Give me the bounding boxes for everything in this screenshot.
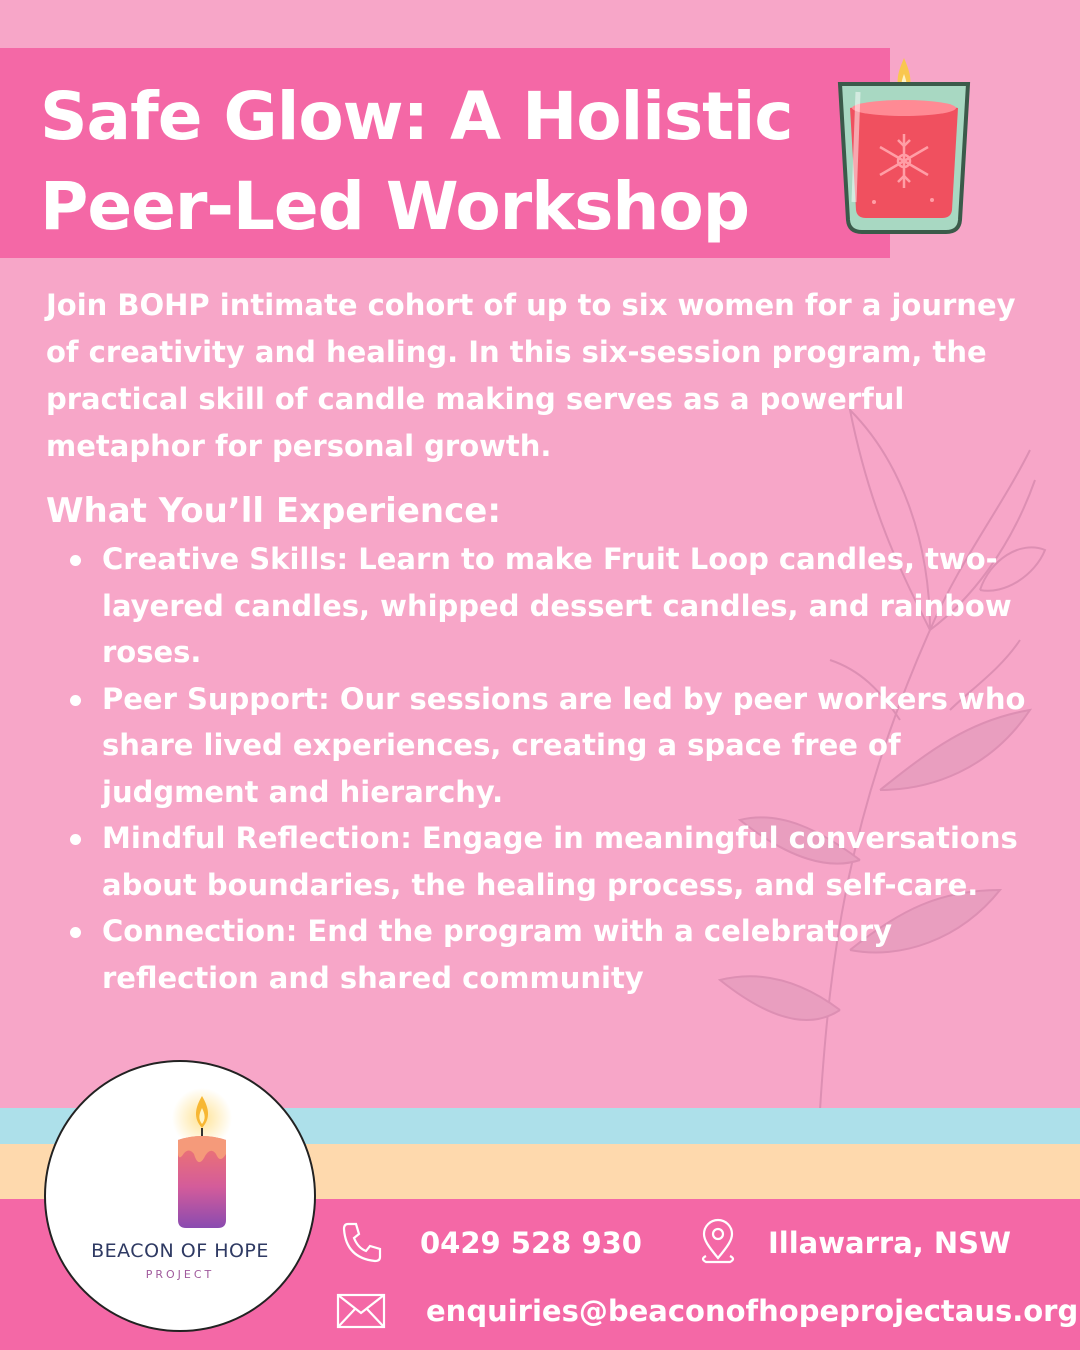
bullet-icon [70,834,81,845]
bullet-icon [70,927,81,938]
intro-paragraph: Join BOHP intimate cohort of up to six women for a journey of creativity and healing. In this six-session program, the practical skill of candle making serves as a powerful metaphor for personal growth. [46,288,1016,463]
envelope-icon [336,1293,386,1329]
experience-list [64,536,1044,1001]
bullet-icon [70,555,81,566]
phone-icon [340,1220,384,1264]
list-item: Peer Support: Our sessions are led by peer workers who share lived experiences, creating a space free of judgment and hierarchy. [64,676,1044,816]
bullet-icon [70,695,81,706]
list-item: Creative Skills: Learn to make Fruit Loop candles, two-layered candles, whipped dessert candles, and rainbow roses. [64,536,1044,676]
logo-subtitle: PROJECT [145,1268,215,1281]
logo-candle-icon [154,1088,250,1238]
logo [44,1060,316,1332]
page-title: Safe Glow: A Holistic Peer-Led Workshop [40,78,793,245]
phone-number-link[interactable]: 0429 528 930 [420,1226,642,1260]
logo-name: BEACON OF HOPE [91,1240,269,1262]
location-text: Illawarra, NSW [768,1226,1012,1260]
list-item: Mindful Reflection: Engage in meaningful conversations about boundaries, the healing process, and self-care. [64,815,1044,908]
candle-jar-icon [832,52,974,240]
section-heading: What You’ll Experience: [46,491,501,531]
email-link[interactable]: enquiries@beaconofhopeprojectaus.org [426,1294,1079,1328]
list-item: Connection: End the program with a celebratory reflection and shared community [64,908,1044,1001]
location-pin-icon [698,1218,738,1268]
